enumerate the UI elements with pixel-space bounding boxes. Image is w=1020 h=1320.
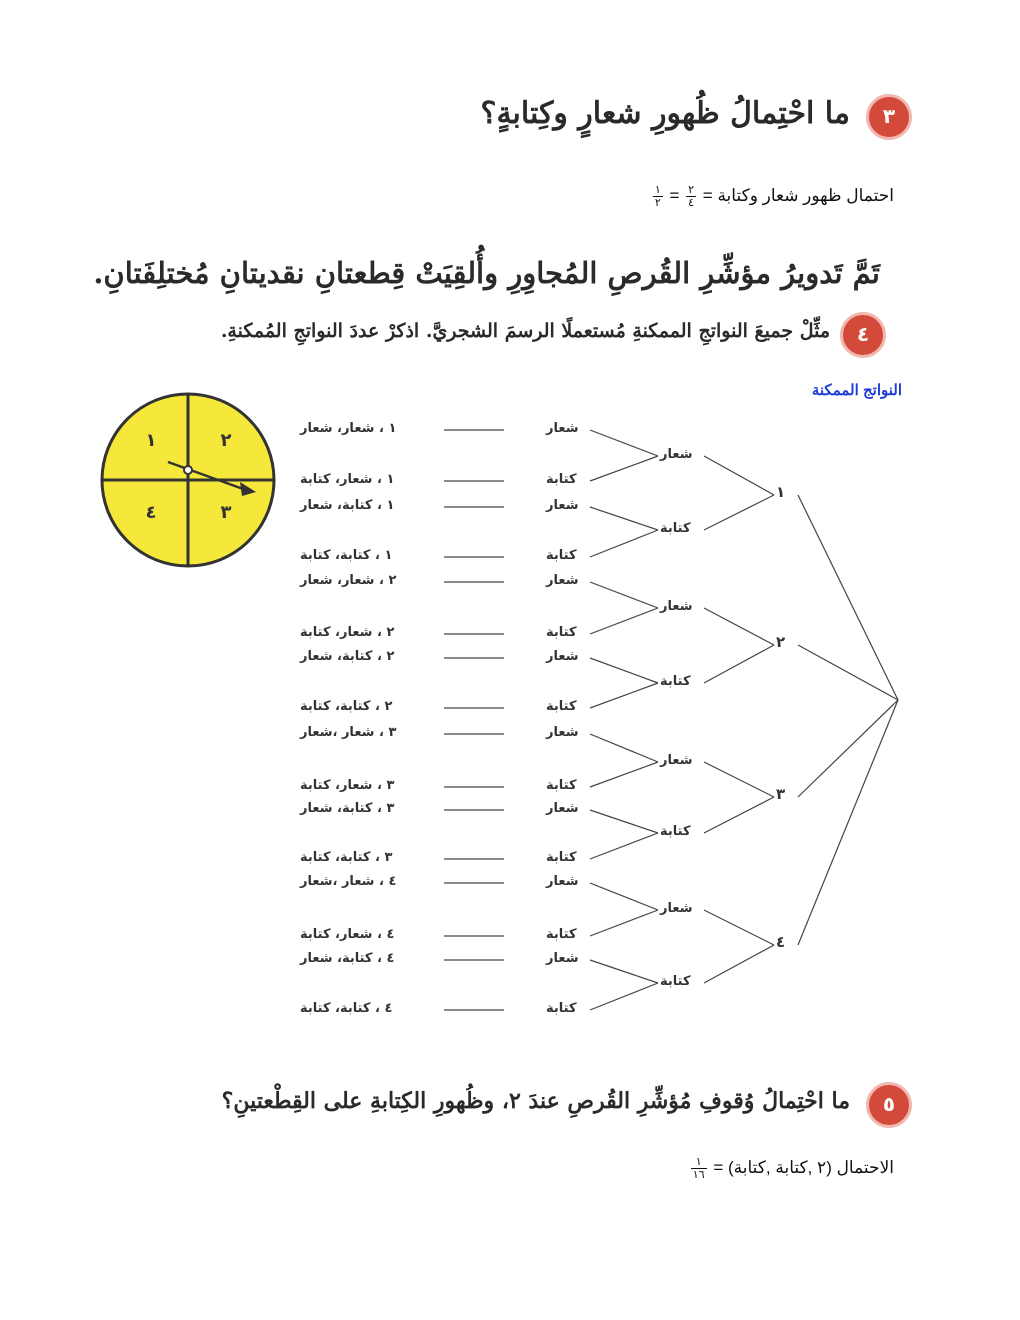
outcome-2: ١ ، كتابة، شعار <box>300 498 395 513</box>
tree-node-coin1-4: شعار <box>660 753 693 768</box>
question-3-text: ما احْتِمالُ ظُهورِ شعارٍ وكِتابةٍ؟ <box>480 96 850 131</box>
tree-node-coin1-1: كتابة <box>660 521 691 536</box>
branch-coin1-to-coin2-15 <box>590 983 658 1010</box>
tree-node-coin2-10: شعار <box>546 801 579 816</box>
tree-node-coin1-7: كتابة <box>660 974 691 989</box>
branch-coin1-to-coin2-3 <box>590 530 658 557</box>
tree-node-coin2-8: شعار <box>546 725 579 740</box>
tree-node-coin2-0: شعار <box>546 421 579 436</box>
outcome-11: ٣ ، كتابة، كتابة <box>300 850 393 865</box>
branch-coin1-to-coin2-0 <box>590 430 658 456</box>
question-4-badge: ٤ <box>840 312 886 358</box>
tree-node-coin2-2: شعار <box>546 498 579 513</box>
outcome-3: ١ ، كتابة، كتابة <box>300 548 393 563</box>
branch-spinner-to-coin1-7 <box>704 945 774 983</box>
branch-coin1-to-coin2-2 <box>590 507 658 530</box>
answer-label: احتمال ظهور شعار وكتابة = <box>702 185 894 205</box>
outcome-8: ٣ ، شعار ،شعار <box>300 725 397 740</box>
tree-node-coin2-13: كتابة <box>546 927 577 942</box>
tree-node-spinner-1: ١ <box>776 483 786 501</box>
answer-label: الاحتمال (٢ ,كتابة ,كتابة) = <box>713 1157 894 1177</box>
tree-node-coin1-3: كتابة <box>660 674 691 689</box>
fraction-1-2: $\frac{١}{٢}$ <box>654 184 661 209</box>
possible-outcomes-heading: النواتج الممكنة <box>811 382 902 399</box>
branch-spinner-to-coin1-2 <box>704 608 774 645</box>
fraction-1-16: $\frac{١}{١٦}$ <box>692 1156 705 1181</box>
tree-node-coin2-15: كتابة <box>546 1001 577 1016</box>
question-5-text: ما احْتِمالُ وُقوفِ مُؤشِّرِ القُرصِ عندَ ٢، وظُهورِ الكِتابةِ على القِطْعتينِ؟ <box>221 1088 850 1114</box>
outcome-5: ٢ ، شعار، كتابة <box>300 625 395 640</box>
intro-statement: تَمَّ تَدويرُ مؤشِّرِ القُرصِ المُجاوِرِ وأُلقِيَتْ قِطعتانِ نقديتانِ مُختلِفَتانِ. <box>93 256 880 290</box>
tree-node-coin2-14: شعار <box>546 951 579 966</box>
spinner-sector-3: ٣ <box>220 502 232 523</box>
question-4-text: مثِّلْ جميعَ النواتجِ الممكنةِ مُستعملًا الرسمَ الشجريَّ. اذكرْ عددَ النواتجِ المُمكنةِ. <box>220 320 830 342</box>
outcome-9: ٣ ، شعار، كتابة <box>300 778 395 793</box>
fraction-2-4: $\frac{٢}{٤}$ <box>688 184 695 209</box>
branch-root-to-1 <box>798 495 898 700</box>
spinner-sector-1: ١ <box>145 430 157 451</box>
branch-coin1-to-coin2-4 <box>590 582 658 608</box>
tree-node-coin1-0: شعار <box>660 447 693 462</box>
branch-coin1-to-coin2-5 <box>590 608 658 634</box>
tree-node-coin1-2: شعار <box>660 599 693 614</box>
tree-node-spinner-3: ٣ <box>776 785 786 803</box>
tree-node-coin1-6: شعار <box>660 901 693 916</box>
tree-node-coin2-11: كتابة <box>546 850 577 865</box>
outcome-6: ٢ ، كتابة، شعار <box>300 649 395 664</box>
branch-coin1-to-coin2-13 <box>590 910 658 936</box>
question-5-answer <box>689 1156 894 1181</box>
question-5-badge: ٥ <box>866 1082 912 1128</box>
outcome-0: ١ ، شعار، شعار <box>300 421 397 436</box>
branch-coin1-to-coin2-14 <box>590 960 658 983</box>
outcome-7: ٢ ، كتابة، كتابة <box>300 699 393 714</box>
spinner-sector-4: ٤ <box>145 502 157 523</box>
branch-spinner-to-coin1-0 <box>704 456 774 495</box>
spinner-sector-2: ٢ <box>220 430 232 451</box>
tree-node-coin2-12: شعار <box>546 874 579 889</box>
tree-node-spinner-4: ٤ <box>776 933 786 951</box>
tree-node-coin2-5: كتابة <box>546 625 577 640</box>
branch-coin1-to-coin2-8 <box>590 734 658 762</box>
outcome-10: ٣ ، كتابة، شعار <box>300 801 395 816</box>
question-3-answer: احتمال ظهور شعار وكتابة = $\frac{٢}{٤}$ = $\frac{١}{٢}$ <box>654 184 894 209</box>
branch-spinner-to-coin1-1 <box>704 495 774 530</box>
branch-coin1-to-coin2-6 <box>590 658 658 683</box>
branch-coin1-to-coin2-12 <box>590 883 658 910</box>
branch-spinner-to-coin1-6 <box>704 910 774 945</box>
tree-node-coin2-6: شعار <box>546 649 579 664</box>
question-3-badge: ٣ <box>866 94 912 140</box>
tree-node-spinner-2: ٢ <box>776 633 786 651</box>
tree-node-coin2-9: كتابة <box>546 778 577 793</box>
branch-coin1-to-coin2-10 <box>590 810 658 833</box>
tree-node-coin2-4: شعار <box>546 573 579 588</box>
branch-spinner-to-coin1-4 <box>704 762 774 797</box>
outcome-13: ٤ ، شعار، كتابة <box>300 927 395 942</box>
branch-root-to-3 <box>798 700 898 797</box>
tree-node-coin1-5: كتابة <box>660 824 691 839</box>
tree-node-coin2-3: كتابة <box>546 548 577 563</box>
outcome-4: ٢ ، شعار، شعار <box>300 573 397 588</box>
outcome-12: ٤ ، شعار ،شعار <box>300 874 397 889</box>
tree-node-coin2-7: كتابة <box>546 699 577 714</box>
branch-root-to-2 <box>798 645 898 700</box>
branch-coin1-to-coin2-7 <box>590 683 658 708</box>
branch-coin1-to-coin2-11 <box>590 833 658 859</box>
branch-coin1-to-coin2-9 <box>590 762 658 787</box>
branch-root-to-4 <box>798 700 898 945</box>
outcome-15: ٤ ، كتابة، كتابة <box>300 1001 393 1016</box>
outcome-1: ١ ، شعار، كتابة <box>300 472 395 487</box>
branch-spinner-to-coin1-3 <box>704 645 774 683</box>
branch-spinner-to-coin1-5 <box>704 797 774 833</box>
branch-coin1-to-coin2-1 <box>590 456 658 481</box>
outcome-14: ٤ ، كتابة، شعار <box>300 951 395 966</box>
tree-node-coin2-1: كتابة <box>546 472 577 487</box>
